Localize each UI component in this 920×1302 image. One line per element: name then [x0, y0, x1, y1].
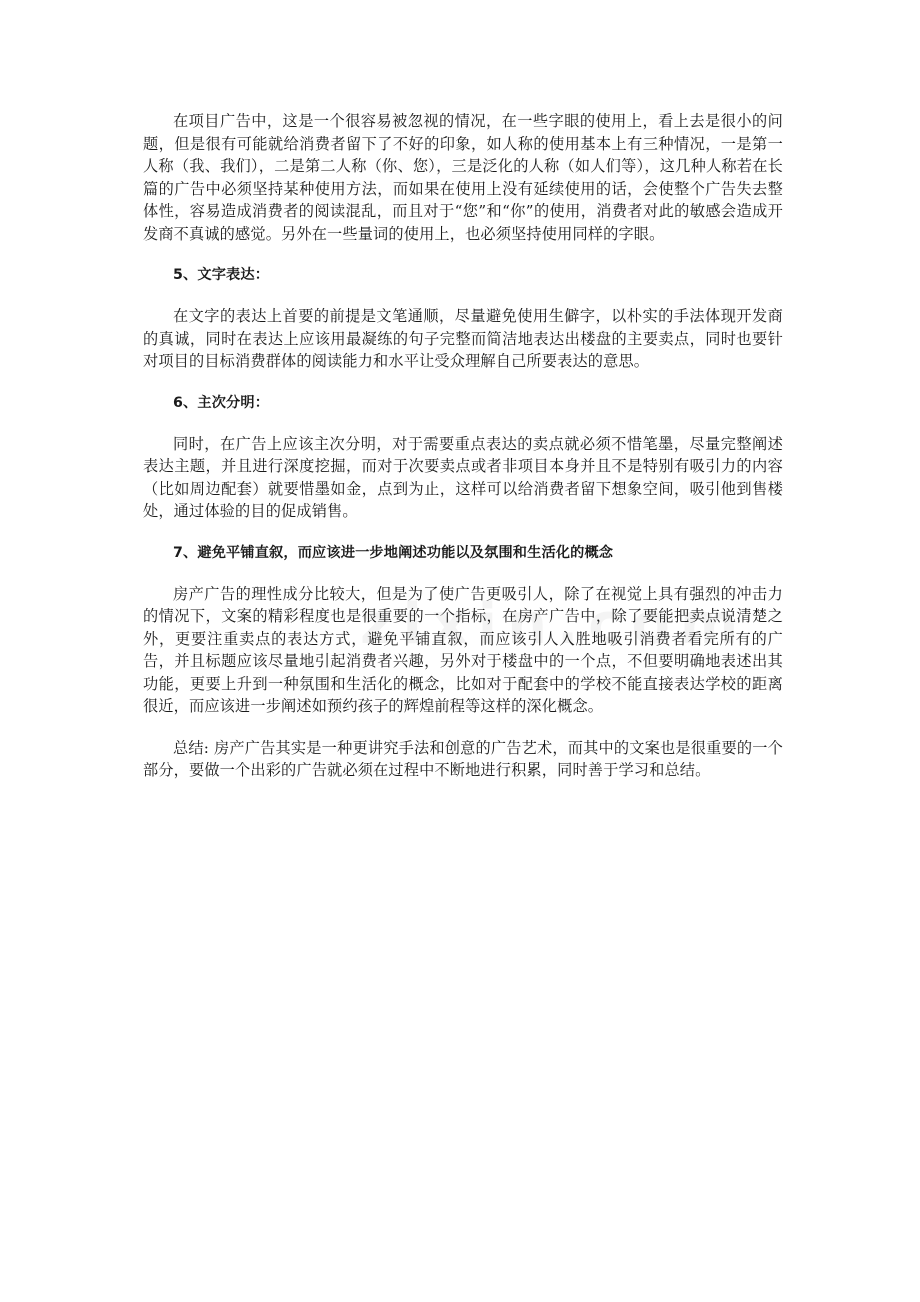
paragraph-personal-pronouns: 在项目广告中，这是一个很容易被忽视的情况，在一些字眼的使用上，看上去是很小的问题，但是很有可能就给消费者留下了不好的印象，如人称的使用基本上有三种情况，一是第一人称（我、我们），二是第二人称（你、您），三是泛化的人称（如人们等），这几种人称若在长篇的广告中必须坚持某种使用方法，而如果在使用上没有延续使用的话，会使整个广告失去整体性，容易造成消费者的阅读混乱，而且对于“您”和“你”的使用，消费者对此的敏感会造成开发商不真诚的感觉。另外在一些量词的使用上，也必须坚持使用同样的字眼。: [143, 112, 783, 243]
paragraph-avoid-flat-narration: 房产广告的理性成分比较大，但是为了使广告更吸引人，除了在视觉上具有强烈的冲击力的情况下，文案的精彩程度也是很重要的一个指标，在房产广告中，除了要能把卖点说清楚之外，更要注重卖点的表达方式，避免平铺直叙，而应该引人入胜地吸引消费者看完所有的广告，并且标题应该尽量地引起消费者兴趣，另外对于楼盘中的一个点，不但要明确地表述出其功能，更要上升到一种氛围和生活化的概念，比如对于配套中的学校不能直接表达学校的距离很近，而应该进一步阐述如预约孩子的辉煌前程等这样的深化概念。: [143, 584, 783, 715]
paragraph-summary: 总结: 房产广告其实是一种更讲究手法和创意的广告艺术，而其中的文案也是很重要的一个部分，要做一个出彩的广告就必须在过程中不断地进行积累，同时善于学习和总结。: [143, 738, 783, 779]
document-body: [143, 110, 783, 801]
paragraph-priority: 同时，在广告上应该主次分明，对于需要重点表达的卖点就必须不惜笔墨，尽量完整阐述表达主题，并且进行深度挖掘，而对于次要卖点或者非项目本身并且不是特别有吸引力的内容（比如周边配套）就要惜墨如金，点到为止，这样可以给消费者留下想象空间，吸引他到售楼处，通过体验的目的促成销售。: [143, 434, 783, 520]
section-heading-5: 5、文字表达：: [173, 267, 270, 283]
paragraph-text-expression: 在文字的表达上首要的前提是文笔通顺，尽量避免使用生僻字，以朴实的手法体现开发商的真诚，同时在表达上应该用最凝练的句子完整而简洁地表达出楼盘的主要卖点，同时也要针对项目的目标消费群体的阅读能力和水平让受众理解自己所要表达的意思。: [143, 307, 783, 370]
section-heading-7: 7、避免平铺直叙，而应该进一步地阐述功能以及氛围和生活化的概念: [173, 544, 614, 561]
section-heading-6: 6、主次分明：: [173, 394, 270, 411]
